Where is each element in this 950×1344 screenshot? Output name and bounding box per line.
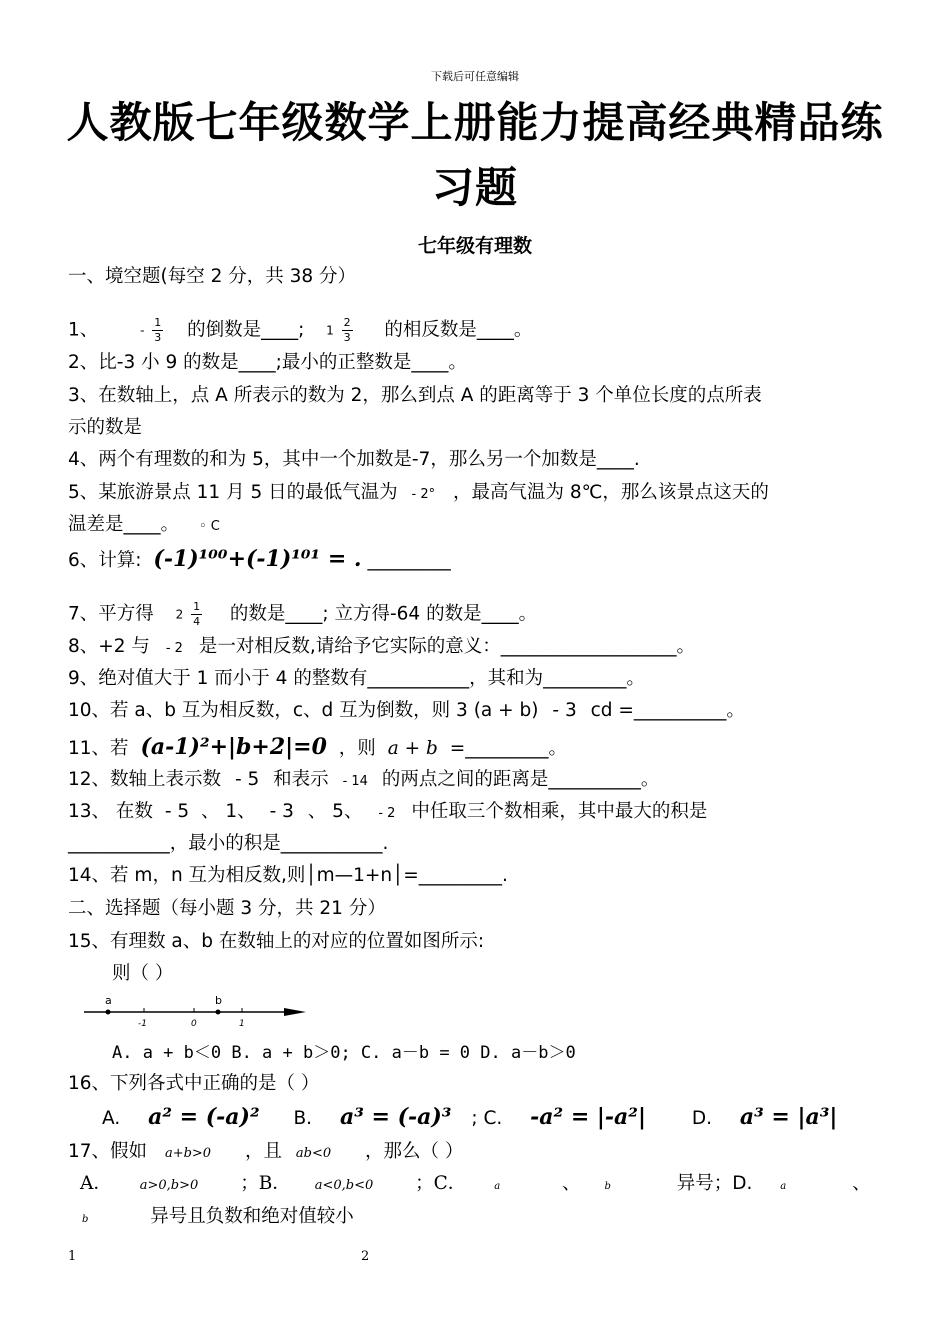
section2-heading: 二、选择题（每小题 3 分，共 21 分） <box>68 898 386 919</box>
question-3-line1: 3、在数轴上，点 A 所表示的数为 2，那么到点 A 的距离等于 3 个单位长度的点所表 <box>68 385 762 406</box>
header-note: 下载后可任意编辑 <box>431 70 519 83</box>
question-11: 11、若 (a-1)²+|b+2|=0 ，则 a + b =_________。 <box>68 734 567 760</box>
q5-unit: ◦ C <box>198 519 220 534</box>
q16-option-c: -a² = |-a²| <box>530 1104 646 1130</box>
q1-number: 1、 <box>68 319 99 341</box>
q1-fraction-1: $\frac{1}{3}$ <box>154 316 162 344</box>
question-10: 10、若 a、b 互为相反数，c、d 互为倒数，则 3 (a + b) - 3 cd =__________。 <box>68 700 745 721</box>
q17-condition2: ab<0 <box>295 1146 332 1161</box>
question-3-line2: 示的数是 <box>68 417 143 438</box>
question-6: 6、计算: (-1)¹⁰⁰+(-1)¹⁰¹ = . _________ <box>68 546 451 572</box>
question-2: 2、比-3 小 9 的数是____;最小的正整数是____。 <box>68 352 467 373</box>
page-title-line2: 习题 <box>431 163 518 212</box>
question-13-line2: ___________，最小的积是___________. <box>68 833 389 854</box>
question-17-options: A． a>0,b>0 ；B． a<0,b<0 ；C． a 、 b 异号；D. a 、 <box>80 1173 871 1194</box>
q1-fraction-2: $\frac{2}{3}$ <box>343 316 351 344</box>
question-1 <box>68 316 532 345</box>
q1-text-b: 的倒数是____; <box>187 319 305 341</box>
tick-label-1: 1 <box>239 1019 245 1029</box>
q12-value2: - 14 <box>342 774 368 789</box>
section1-heading: 一、境空题(每空 2 分，共 38 分） <box>68 266 357 287</box>
q7-fraction: $\frac{1}{4}$ <box>193 600 201 628</box>
q12-value1: - 5 <box>234 769 260 790</box>
q11-ab: a + b <box>387 738 438 759</box>
question-15-options: A. a + b＜0 B. a + b＞0; C. a－b = 0 D. a－b＞0 <box>112 1043 576 1063</box>
label-a: a <box>105 994 112 1007</box>
question-5-line2: 温差是____。 ◦ C <box>68 514 220 535</box>
tick-label-neg1: -1 <box>138 1019 147 1029</box>
tick-label-0: 0 <box>191 1019 197 1029</box>
q16-option-a: a² = (-a)² <box>148 1104 260 1130</box>
q16-option-b: a³ = (-a)³ <box>339 1104 452 1130</box>
q6-expression: (-1)¹⁰⁰+(-1)¹⁰¹ = . <box>153 546 362 572</box>
q17-option-d-a: a <box>780 1181 787 1192</box>
number-line-arrow <box>284 1008 306 1016</box>
q17-condition1: a+b>0 <box>164 1146 212 1161</box>
q13-value3: - 2 <box>378 806 396 821</box>
question-17: 17、假如 a+b>0 ，且 ab<0 ，那么（ ） <box>68 1141 464 1162</box>
q17-option-c-a: a <box>494 1181 501 1192</box>
q13-value1: - 5 <box>164 801 190 822</box>
question-13-line1: 13、 在数 - 5 、 1、 - 3 、 5、 - 2 中任取三个数相乘，其中最大的积是 <box>68 801 708 822</box>
page-title-line1: 人教版七年级数学上册能力提高经典精品练 <box>66 98 884 147</box>
point-a <box>106 1010 111 1015</box>
number-line <box>84 990 314 1030</box>
question-14: 14、若 m，n 互为相反数,则│m—1+n│=_________. <box>68 865 508 886</box>
section-subtitle: 七年级有理数 <box>417 235 532 257</box>
q13-value2: - 3 <box>269 801 294 822</box>
q1-text-c: 的相反数是____。 <box>384 319 533 341</box>
question-5-line1: 5、某旅游景点 11 月 5 日的最低气温为 - 2° ，最高气温为 8℃，那么该景点这天的 <box>68 482 769 503</box>
q17-option-b: a<0,b<0 <box>314 1178 374 1193</box>
question-17-last-line: b 异号且负数和绝对值较小 <box>82 1206 354 1227</box>
question-7: 7、平方得 2 $\frac{1}{4}$ 的数是____; 立方得-64 的数是____。 <box>68 600 538 628</box>
q7-frac-whole: 2 <box>175 607 184 622</box>
question-12: 12、数轴上表示数 - 5 和表示 - 14 的两点之间的距离是__________。 <box>68 769 660 790</box>
question-4: 4、两个有理数的和为 5，其中一个加数是-7，那么另一个加数是____. <box>68 449 640 470</box>
question-15-line1: 15、有理数 a、b 在数轴上的对应的位置如图所示: <box>68 931 485 952</box>
q10-value: - 3 <box>552 700 577 721</box>
q6-blank: _________ <box>367 550 451 571</box>
q17-option-c-b: b <box>604 1181 611 1192</box>
q17-option-d-b: b <box>82 1214 89 1225</box>
q11-expression: (a-1)²+|b+2|=0 <box>140 734 327 760</box>
point-b <box>216 1010 221 1015</box>
question-16: 16、下列各式中正确的是（ ） <box>68 1073 320 1094</box>
label-b: b <box>215 994 222 1007</box>
question-15-line2: 则（ ） <box>112 963 174 984</box>
q1-frac2-whole: 1 <box>326 323 334 338</box>
question-9: 9、绝对值大于 1 而小于 4 的整数有___________，其和为_________。 <box>68 668 645 689</box>
q5-min-temp: - 2° <box>411 487 436 502</box>
question-16-options: A. a² = (-a)² B. a³ = (-a)³ ; C. -a² = |-a²| D. a³ = |a³| <box>102 1104 838 1130</box>
footer-page-number-left: 1 <box>68 1249 77 1264</box>
q17-option-a: a>0,b>0 <box>139 1178 199 1193</box>
q8-value: - 2 <box>165 641 183 656</box>
q1-frac1-sign: - <box>140 323 145 338</box>
footer-page-number-right: 2 <box>361 1249 370 1264</box>
question-8: 8、+2 与 - 2 是一对相反数,请给予它实际的意义：___________________。 <box>68 636 695 657</box>
q16-option-d: a³ = |a³| <box>739 1104 838 1130</box>
